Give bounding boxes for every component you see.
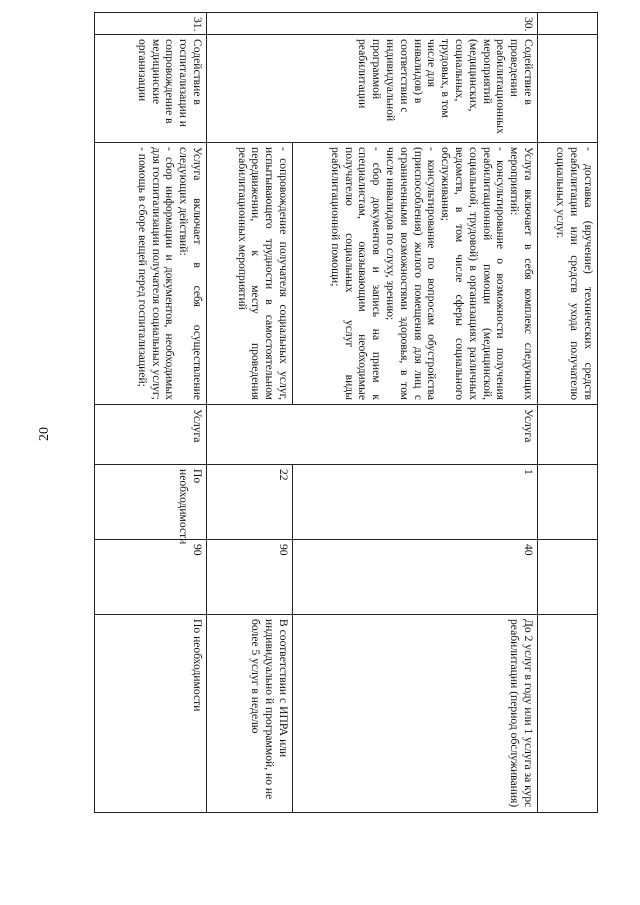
unit-cell: Услуга: [207, 405, 538, 465]
service-name: Содействие в госпитализации и сопровождение в медицинские организации: [95, 35, 207, 143]
time-norm-cell: 90: [95, 540, 207, 615]
time-norm-cell: 40: [293, 540, 538, 615]
description-line: - доставка (вручение) технических средств реабилитации или средств ухода получателю социальных услуг.: [554, 147, 595, 400]
description-line: - сбор документов и запись на прием к специалистам, оказывающим необходимые получателю социальных услуг виды реабилитационной помощи;: [328, 147, 384, 400]
row-number: 30.: [207, 13, 538, 35]
page-number: 20: [37, 427, 52, 441]
quantity-cell: По необходимости: [95, 465, 207, 540]
unit-cell: Услуга: [95, 405, 207, 465]
quantity-cell: [538, 465, 598, 540]
description-line: - консультирование о возможности получения реабилитационной помощи (медицинской, социальной, трудовой) в организациях различных ведомств, в том числе сферы социального обслуживания;: [439, 147, 508, 400]
services-table: [94, 12, 598, 813]
quantity-cell: 1: [293, 465, 538, 540]
description-line: - помощь в сборе вещей перед госпитализацией;: [135, 147, 149, 387]
time-norm-cell: 90: [207, 540, 293, 615]
service-name: [538, 35, 598, 143]
description-line: - сбор информации и документов, необходимых для госпитализации получателя социальных услуг;: [149, 147, 177, 400]
time-norm-cell: [538, 540, 598, 615]
quantity-cell: 22: [207, 465, 293, 540]
description-line: Услуга включает в себя осуществление следующих действий:: [177, 147, 204, 400]
service-name: Содействие в проведении реабилитационных мероприятий (медицинских, социальных, трудовых, в том числе для инвалидов) в соответствии с индивидуальной программой реабилитации: [207, 35, 538, 143]
period-cell: До 2 услуг в году или 1 услуга за курс реабилитации (период обслуживания): [293, 615, 538, 813]
period-cell: В соответствии с ИПРА или индивидуально й программой, но не более 5 услуг в неделю: [207, 615, 293, 813]
unit-cell: [538, 405, 598, 465]
row-number: 31.: [95, 13, 207, 35]
service-description: [538, 143, 598, 405]
row-number: [538, 13, 598, 35]
table-row: [95, 13, 207, 813]
table-row: [293, 13, 538, 813]
service-description: [95, 143, 207, 405]
description-line: - сопровождение получателя социальных услуг, испытывающего трудности в самостоятельном передвижении, к месту проведения реабилитационных мероприятий: [235, 147, 290, 400]
description-line: Услуга включает в себя комплекс следующих мероприятий:: [508, 147, 535, 400]
service-description: [207, 143, 293, 405]
rotated-table-wrapper: [95, 12, 598, 812]
description-line: - консультирование по вопросам обустройства (приспособления) жилого помещения для лиц с ограниченными возможностями здоровья, в том числе инвалидов по слуху, зрению;: [384, 147, 439, 400]
period-cell: [538, 615, 598, 813]
table-row: [538, 13, 598, 813]
period-cell: По необходимости: [95, 615, 207, 813]
service-description: [293, 143, 538, 405]
